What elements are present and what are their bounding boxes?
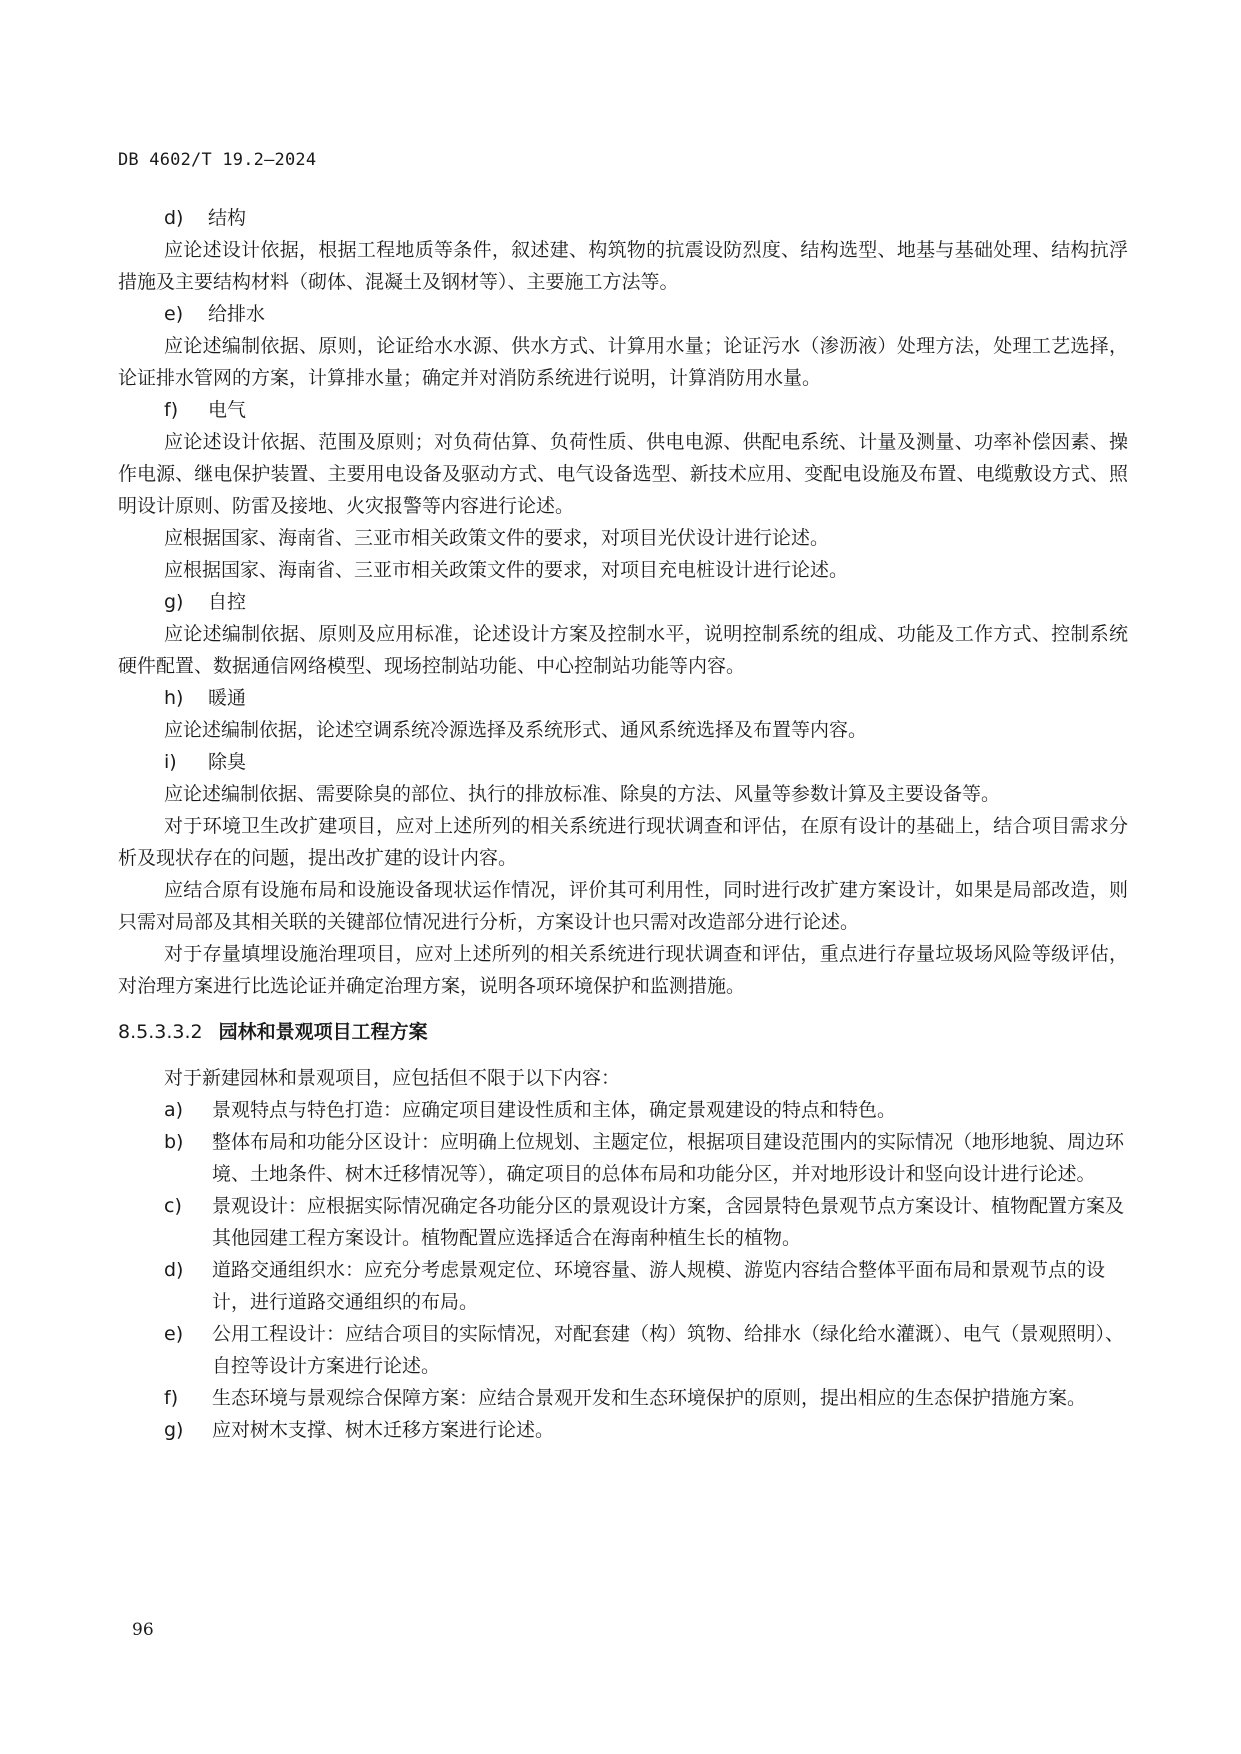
subsection-heading	[118, 298, 1128, 330]
list-item	[164, 1254, 1128, 1318]
subsection-title: 给排水	[208, 303, 266, 325]
list-item-text: 道路交通组织水：应充分考虑景观定位、环境容量、游人规模、游览内容结合整体平面布局和景观节点的设计，进行道路交通组织的布局。	[212, 1259, 1106, 1313]
subsection-heading	[118, 202, 1128, 234]
list-item-marker: b)	[164, 1131, 184, 1153]
section-number: 8.5.3.3.2	[118, 1021, 203, 1043]
paragraph: 对于新建园林和景观项目，应包括但不限于以下内容：	[164, 1067, 621, 1089]
paragraph: 应论述编制依据、原则及应用标准，论述设计方案及控制水平，说明控制系统的组成、功能及工作方式、控制系统硬件配置、数据通信网络模型、现场控制站功能、中心控制站功能等内容。	[118, 623, 1128, 677]
subsection-title: 结构	[208, 207, 247, 229]
list-item-text: 应对树木支撑、树木迁移方案进行论述。	[212, 1419, 555, 1441]
subsection-label: i)	[164, 751, 177, 773]
paragraph: 应论述设计依据、范围及原则；对负荷估算、负荷性质、供电电源、供配电系统、计量及测量、功率补偿因素、操作电源、继电保护装置、主要用电设备及驱动方式、电气设备选型、新技术应用、变配电设施及布置、电缆敷设方式、照明设计原则、防雷及接地、火灾报警等内容进行论述。	[118, 431, 1128, 517]
list-item-text: 生态环境与景观综合保障方案：应结合景观开发和生态环境保护的原则，提出相应的生态保护措施方案。	[212, 1387, 1087, 1409]
subsection-heading	[118, 586, 1128, 618]
subsection-label: d)	[164, 207, 184, 229]
list-item	[164, 1094, 1128, 1126]
subsection-title: 除臭	[208, 751, 247, 773]
paragraph: 应论述编制依据、需要除臭的部位、执行的排放标准、除臭的方法、风量等参数计算及主要设备等。	[164, 783, 1001, 805]
section-title: 园林和景观项目工程方案	[218, 1021, 428, 1043]
paragraph: 对于存量填埋设施治理项目，应对上述所列的相关系统进行现状调查和评估，重点进行存量垃圾场风险等级评估，对治理方案进行比选论证并确定治理方案，说明各项环境保护和监测措施。	[118, 943, 1128, 997]
list-item-text: 整体布局和功能分区设计：应明确上位规划、主题定位，根据项目建设范围内的实际情况（地形地貌、周边环境、土地条件、树木迁移情况等），确定项目的总体布局和功能分区，并对地形设计和竖向设计进行论述。	[212, 1131, 1125, 1185]
subsection-title: 暖通	[208, 687, 247, 709]
subsection-label: h)	[164, 687, 184, 709]
document-body	[118, 202, 1128, 1446]
paragraph: 对于环境卫生改扩建项目，应对上述所列的相关系统进行现状调查和评估，在原有设计的基础上，结合项目需求分析及现状存在的问题，提出改扩建的设计内容。	[118, 815, 1128, 869]
subsection-title: 自控	[208, 591, 247, 613]
paragraph: 应论述编制依据、原则，论证给水水源、供水方式、计算用水量；论证污水（渗沥液）处理方法，处理工艺选择，论证排水管网的方案，计算排水量；确定并对消防系统进行说明，计算消防用水量。	[118, 335, 1128, 389]
subsection-heading	[118, 746, 1128, 778]
paragraph: 应论述设计依据，根据工程地质等条件，叙述建、构筑物的抗震设防烈度、结构选型、地基与基础处理、结构抗浮措施及主要结构材料（砌体、混凝土及钢材等）、主要施工方法等。	[118, 239, 1128, 293]
list-item	[164, 1318, 1128, 1382]
list-item	[164, 1382, 1128, 1414]
subsection-label: f)	[164, 399, 179, 421]
subsection-heading	[118, 682, 1128, 714]
document-code-header: DB 4602/T 19.2—2024	[118, 150, 317, 170]
section-heading	[118, 1016, 1128, 1048]
page-number: 96	[132, 1620, 154, 1640]
list-item	[164, 1414, 1128, 1446]
paragraph: 应论述编制依据，论述空调系统冷源选择及系统形式、通风系统选择及布置等内容。	[164, 719, 868, 741]
list-item-text: 景观特点与特色打造：应确定项目建设性质和主体，确定景观建设的特点和特色。	[212, 1099, 897, 1121]
list-item-marker: e)	[164, 1323, 184, 1345]
list-item-marker: f)	[164, 1387, 179, 1409]
subsection-title: 电气	[208, 399, 247, 421]
list-item-text: 景观设计：应根据实际情况确定各功能分区的景观设计方案，含园景特色景观节点方案设计、植物配置方案及其他园建工程方案设计。植物配置应选择适合在海南种植生长的植物。	[212, 1195, 1125, 1249]
list-item	[164, 1190, 1128, 1254]
list-item-marker: c)	[164, 1195, 182, 1217]
subsection-label: e)	[164, 303, 184, 325]
paragraph: 应根据国家、海南省、三亚市相关政策文件的要求，对项目光伏设计进行论述。	[164, 527, 830, 549]
list-item-marker: a)	[164, 1099, 184, 1121]
paragraph: 应结合原有设施布局和设施设备现状运作情况，评价其可利用性，同时进行改扩建方案设计，如果是局部改造，则只需对局部及其相关联的关键部位情况进行分析，方案设计也只需对改造部分进行论述。	[118, 879, 1128, 933]
list-item-marker: g)	[164, 1419, 184, 1441]
subsection-heading	[118, 394, 1128, 426]
paragraph: 应根据国家、海南省、三亚市相关政策文件的要求，对项目充电桩设计进行论述。	[164, 559, 849, 581]
list-item-text: 公用工程设计：应结合项目的实际情况，对配套建（构）筑物、给排水（绿化给水灌溉）、电气（景观照明）、自控等设计方案进行论述。	[212, 1323, 1125, 1377]
list-item-marker: d)	[164, 1259, 184, 1281]
subsection-label: g)	[164, 591, 184, 613]
list-item	[164, 1126, 1128, 1190]
